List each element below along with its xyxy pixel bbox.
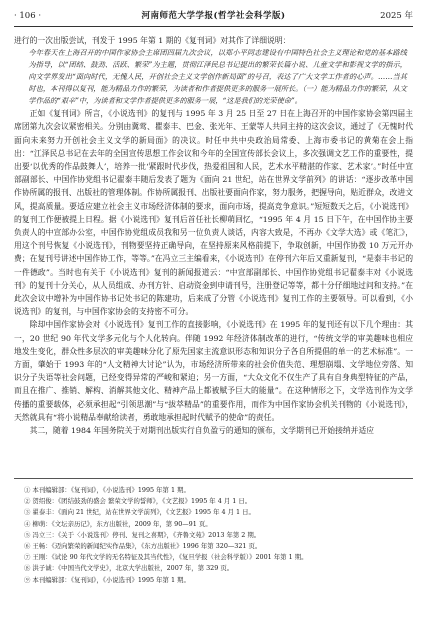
footnote: ⑧ 洪子诚：《中国当代文学史》，北京大学出版社，2007 年，第 329 页。 xyxy=(24,564,234,573)
journal-title: 河南师范大学学报(哲学社会科学版) xyxy=(141,11,286,21)
intro-paragraph: 进行的一次出版尝试，刊发于 1995 年第 1 期的《复刊词》对其作了详细说明： xyxy=(14,36,291,45)
journal-year: 2025 年 xyxy=(380,11,413,21)
body-paragraph-1: 正如《复刊词》所言，《小说选刊》的复刊与 1995 年 3 月 25 日至 27 日在上海召开的中国作家协会第四届主席团第九次会议紧密相关。分别由冀莺、瞿泰丰、巴金、张光年、王蒙等人共同主持的这次会议，通过了《无愧时代面向未来努力开创社会主义文学的新局面》的决议。时任中共中央政治局常委、上海市委书记的黄菊在会上指出：“江泽民总书记在去年的全国宣传思想工作会议和今年的全国宣传部长会议上，多次强调文艺工作的重要性，提出要‘以优秀的作品鼓舞人’，培养一批‘紧跟时代步伐，热爱祖国和人民，艺术水平精湛的作家、艺术家’。”时任中宣部副部长、中国作协党组书记翟泰丰随后发表了题为《面向 21 世纪，站在世界文学前列》的讲话：“逐步改革中国作协所属的报刊、出版社的管理体制。作协所属报刊、出版社要面向作家，努力服务，把握导向，贴近群众，改进文风，提高质量。要适应建立社会主义市场经济体制的要求，面向市场，提高竞争意识。”短短数天之后，《小说选刊》的复刊工作便被提上日程。据《小说选刊》复刊后首任社长柳萌回忆，“1995 年 4 月 15 日下午，在中国作协主要负责人的中宣部办公室，中国作协党组成员我和另一位负责人谈话，内容大致是，不再办《文学大选》或《笔汇》，用这个刊号恢复《小说选刊》，刊物要坚持正确导向，在坚持原来风格前提下，争取创新，中国作协拨 10 万元开办费；在复刊号讲述中国作协工作，等等。”在冯立三主编看来，《小说选刊》在停刊六年后又重新复刊，“是泰丰书记的一件德政”。当时也有关于《小说选刊》复刊的新闻报道云：“中宣部副部长、中国作协党组书记翟泰丰对《小说选刊》的复刊十分关心，从人员组成、办刊方针、启动资金到申请刊号，注册登记等等，都十分仔细地过问和支持。”在此次会议中增补为中国作协书记处书记的陈建功，后来成了分管《小说选刊》复刊工作的主要领导。可以看到，《小说选刊》的复刊，与中国作家协会的支持密不可分。 xyxy=(14,109,413,317)
footnote: ③ 翟泰丰：《面向 21 世纪，站在世界文学前列》，《文艺报》1995 年 4 月 1 日。 xyxy=(24,508,255,517)
block-quote: 今年春天在上海召开的中国作家协会主席团四届九次会议，以郑小平同志建设有中国特色社会主义理论和党的基本路线为指导，以“团结、鼓劲、活跃、繁荣”为主题，贯彻江泽民总书记提出的繁荣长篇小说、儿童文学和影视文学的指示，向文学界发出“面向时代，无愧人民，开创社会主义文学创作新局面”的号召，表达了广大文学工作者的心声。……当其时也，本刊得以复刊，能为精品力作的繁荣，为读者和作者提供更多的服务一展所长。（一）能为精品力作的繁荣，从文学作品的“艰辛”中，为读者和文学作者提供更多的服务一展，“这是我们的光荣使命”。 xyxy=(28,48,407,106)
footnote: ② 贺绍俊：《团结鼓劲的盛会 繁荣文学的誓师》，《文艺报》1995 年 4 月 1 日。 xyxy=(24,497,252,506)
body-paragraph-3: 其二，随着 1984 年国务院关于对期刊出版实行自负盈亏的通知的颁布，文学期刊已开始接纳并适应 xyxy=(29,426,375,436)
footnote: ④ 柳萌：《文坛亲历记》，东方出版社，2009 年，第 90—91 页。 xyxy=(24,519,212,528)
footnote: ⑨ 本刊编辑部：《复刊词》，《小说选刊》1995 年第 1 期。 xyxy=(24,575,190,584)
footnote: ⑦ 王刚：《试论 90 年代文学的无名特征及其当代性》，《复旦学报（社会科学版）》2001 年第 1 期。 xyxy=(24,553,308,562)
page-number: · 106 · xyxy=(14,11,42,21)
page-header xyxy=(14,6,413,27)
footnote: ① 本刊编辑部：《复刊词》，《小说选刊》1995 年第 1 期。 xyxy=(24,486,190,494)
footnote: ⑤ 冯立三：《关于〈小说选刊〉停刊、复刊之喜期》，《齐鲁文苑》2013 年第 2 期。 xyxy=(24,530,261,539)
body-paragraph-2: 除却中国作家协会对《小说选刊》复刊工作的直接影响，《小说选刊》在 1995 年的复刊还有以下几个理由：其一，20 世纪 90 年代文学多元化与个人化转向。伴随 1992 年经济体制改革的进行，“传统文学的审美趣味也相应地发生变化，群众性多层次的审美趣味分化了原先国家主流意识形态和知识分子各自所提倡的单一的艺术标准”。一方面，肇始于 1993 年的“人文精神大讨论”认为，市场经济所带来的社会价值失范、理想崩塌、文学地位旁落、知识分子失语等社会问题，已经变得异常的严峻和紧迫；另一方面，“大众文化不仅生产了具有自身典型特征的产品，而且在推广、推销、解构、消解其他文化、精神产品上都被赋予巨大的能量”。在这种情形之下，文学选刊作为文学传播的重要载体，必须承担起“引领思潮”与“拔萃精品”的重要作用，而作为中国作家协会机关刊物的《小说选刊》，天然就具有“将小说精品奉献给读者，勇敢地承担起时代赋予的使命”的责任。 xyxy=(14,320,413,422)
footnotes xyxy=(14,478,413,625)
article-body xyxy=(14,34,413,474)
footnote: ⑥ 王畅：《迈向繁荣的新闻纪实作品集》，《东方出版社》1996 年第 320—321 页。 xyxy=(24,542,262,551)
